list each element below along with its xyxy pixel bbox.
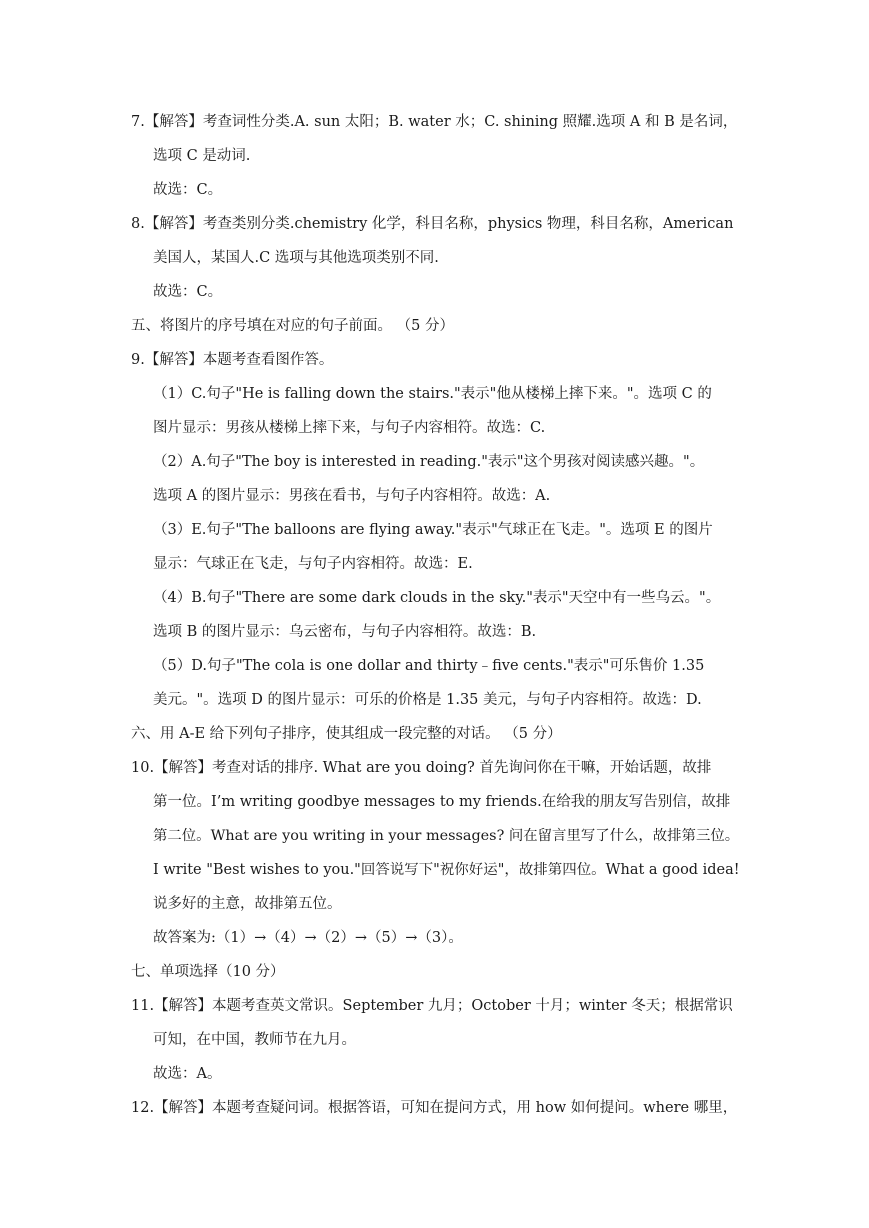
q8-answer-line-2: 美国人，某国人.C 选项与其他选项类别不同. <box>153 250 439 266</box>
q9-item-3-line-2: 显示：气球正在飞走，与句子内容相符。故选：E. <box>153 556 473 572</box>
q9-item-4-line-1: （4）B.句子"There are some dark clouds in the sky."表示"天空中有一些乌云。"。 <box>153 590 721 606</box>
q10-answer-line-3: 第二位。What are you writing in your messages? 问在留言里写了什么，故排第三位。 <box>153 828 740 844</box>
q7-answer-line-2: 选项 C 是动词. <box>153 148 251 164</box>
q10-final-answer: 故答案为:（1）→（4）→（2）→（5）→（3）。 <box>153 930 463 946</box>
q7-answer-line-1: 7.【解答】考查词性分类.A. sun 太阳；B. water 水；C. shining 照耀.选项 A 和 B 是名词， <box>131 114 738 130</box>
q10-answer-line-1: 10.【解答】考查对话的排序. What are you doing? 首先询问你在干嘛，开始话题，故排 <box>131 760 712 776</box>
q9-item-2-line-2: 选项 A 的图片显示：男孩在看书，与句子内容相符。故选：A. <box>153 488 551 504</box>
q10-answer-line-4: I write "Best wishes to you."回答说写下"祝你好运"，故排第四位。What a good idea! <box>153 862 740 878</box>
q10-answer-line-2: 第一位。I’m writing goodbye messages to my friends.在给我的朋友写告别信，故排 <box>153 794 731 810</box>
section-6-heading: 六、用 A-E 给下列句子排序，使其组成一段完整的对话。 （5 分） <box>131 726 562 742</box>
q11-answer-line-1: 11.【解答】本题考查英文常识。September 九月；October 十月；winter 冬天；根据常识 <box>131 998 733 1014</box>
q9-item-1-line-2: 图片显示：男孩从楼梯上摔下来，与句子内容相符。故选：C. <box>153 420 546 436</box>
q10-answer-line-5: 说多好的主意，故排第五位。 <box>153 896 342 912</box>
section-5-heading: 五、将图片的序号填在对应的句子前面。 （5 分） <box>131 318 454 334</box>
q9-item-5-line-2: 美元。"。选项 D 的图片显示：可乐的价格是 1.35 美元，与句子内容相符。故选：D. <box>153 692 702 708</box>
q9-item-5-line-1: （5）D.句子"The cola is one dollar and thirty﹣five cents."表示"可乐售价 1.35 <box>153 658 705 674</box>
q8-answer-line-1: 8.【解答】考查类别分类.chemistry 化学，科目名称，physics 物理，科目名称，American <box>131 216 734 232</box>
q9-item-2-line-1: （2）A.句子"The boy is interested in reading."表示"这个男孩对阅读感兴趣。"。 <box>153 454 705 470</box>
q11-answer-line-2: 可知，在中国，教师节在九月。 <box>153 1032 356 1048</box>
q11-choice: 故选：A。 <box>153 1066 222 1082</box>
q9-item-3-line-1: （3）E.句子"The balloons are flying away."表示"气球正在飞走。"。选项 E 的图片 <box>153 522 713 538</box>
section-7-heading: 七、单项选择（10 分） <box>131 964 285 980</box>
q7-choice: 故选：C。 <box>153 182 223 198</box>
q9-answer-intro: 9.【解答】本题考查看图作答。 <box>131 352 334 368</box>
q9-item-1-line-1: （1）C.句子"He is falling down the stairs."表示"他从楼梯上摔下来。"。选项 C 的 <box>153 386 712 402</box>
q8-choice: 故选：C。 <box>153 284 223 300</box>
q12-answer-line-1: 12.【解答】本题考查疑问词。根据答语，可知在提问方式，用 how 如何提问。where 哪里， <box>131 1100 738 1116</box>
q9-item-4-line-2: 选项 B 的图片显示：乌云密布，与句子内容相符。故选：B. <box>153 624 537 640</box>
